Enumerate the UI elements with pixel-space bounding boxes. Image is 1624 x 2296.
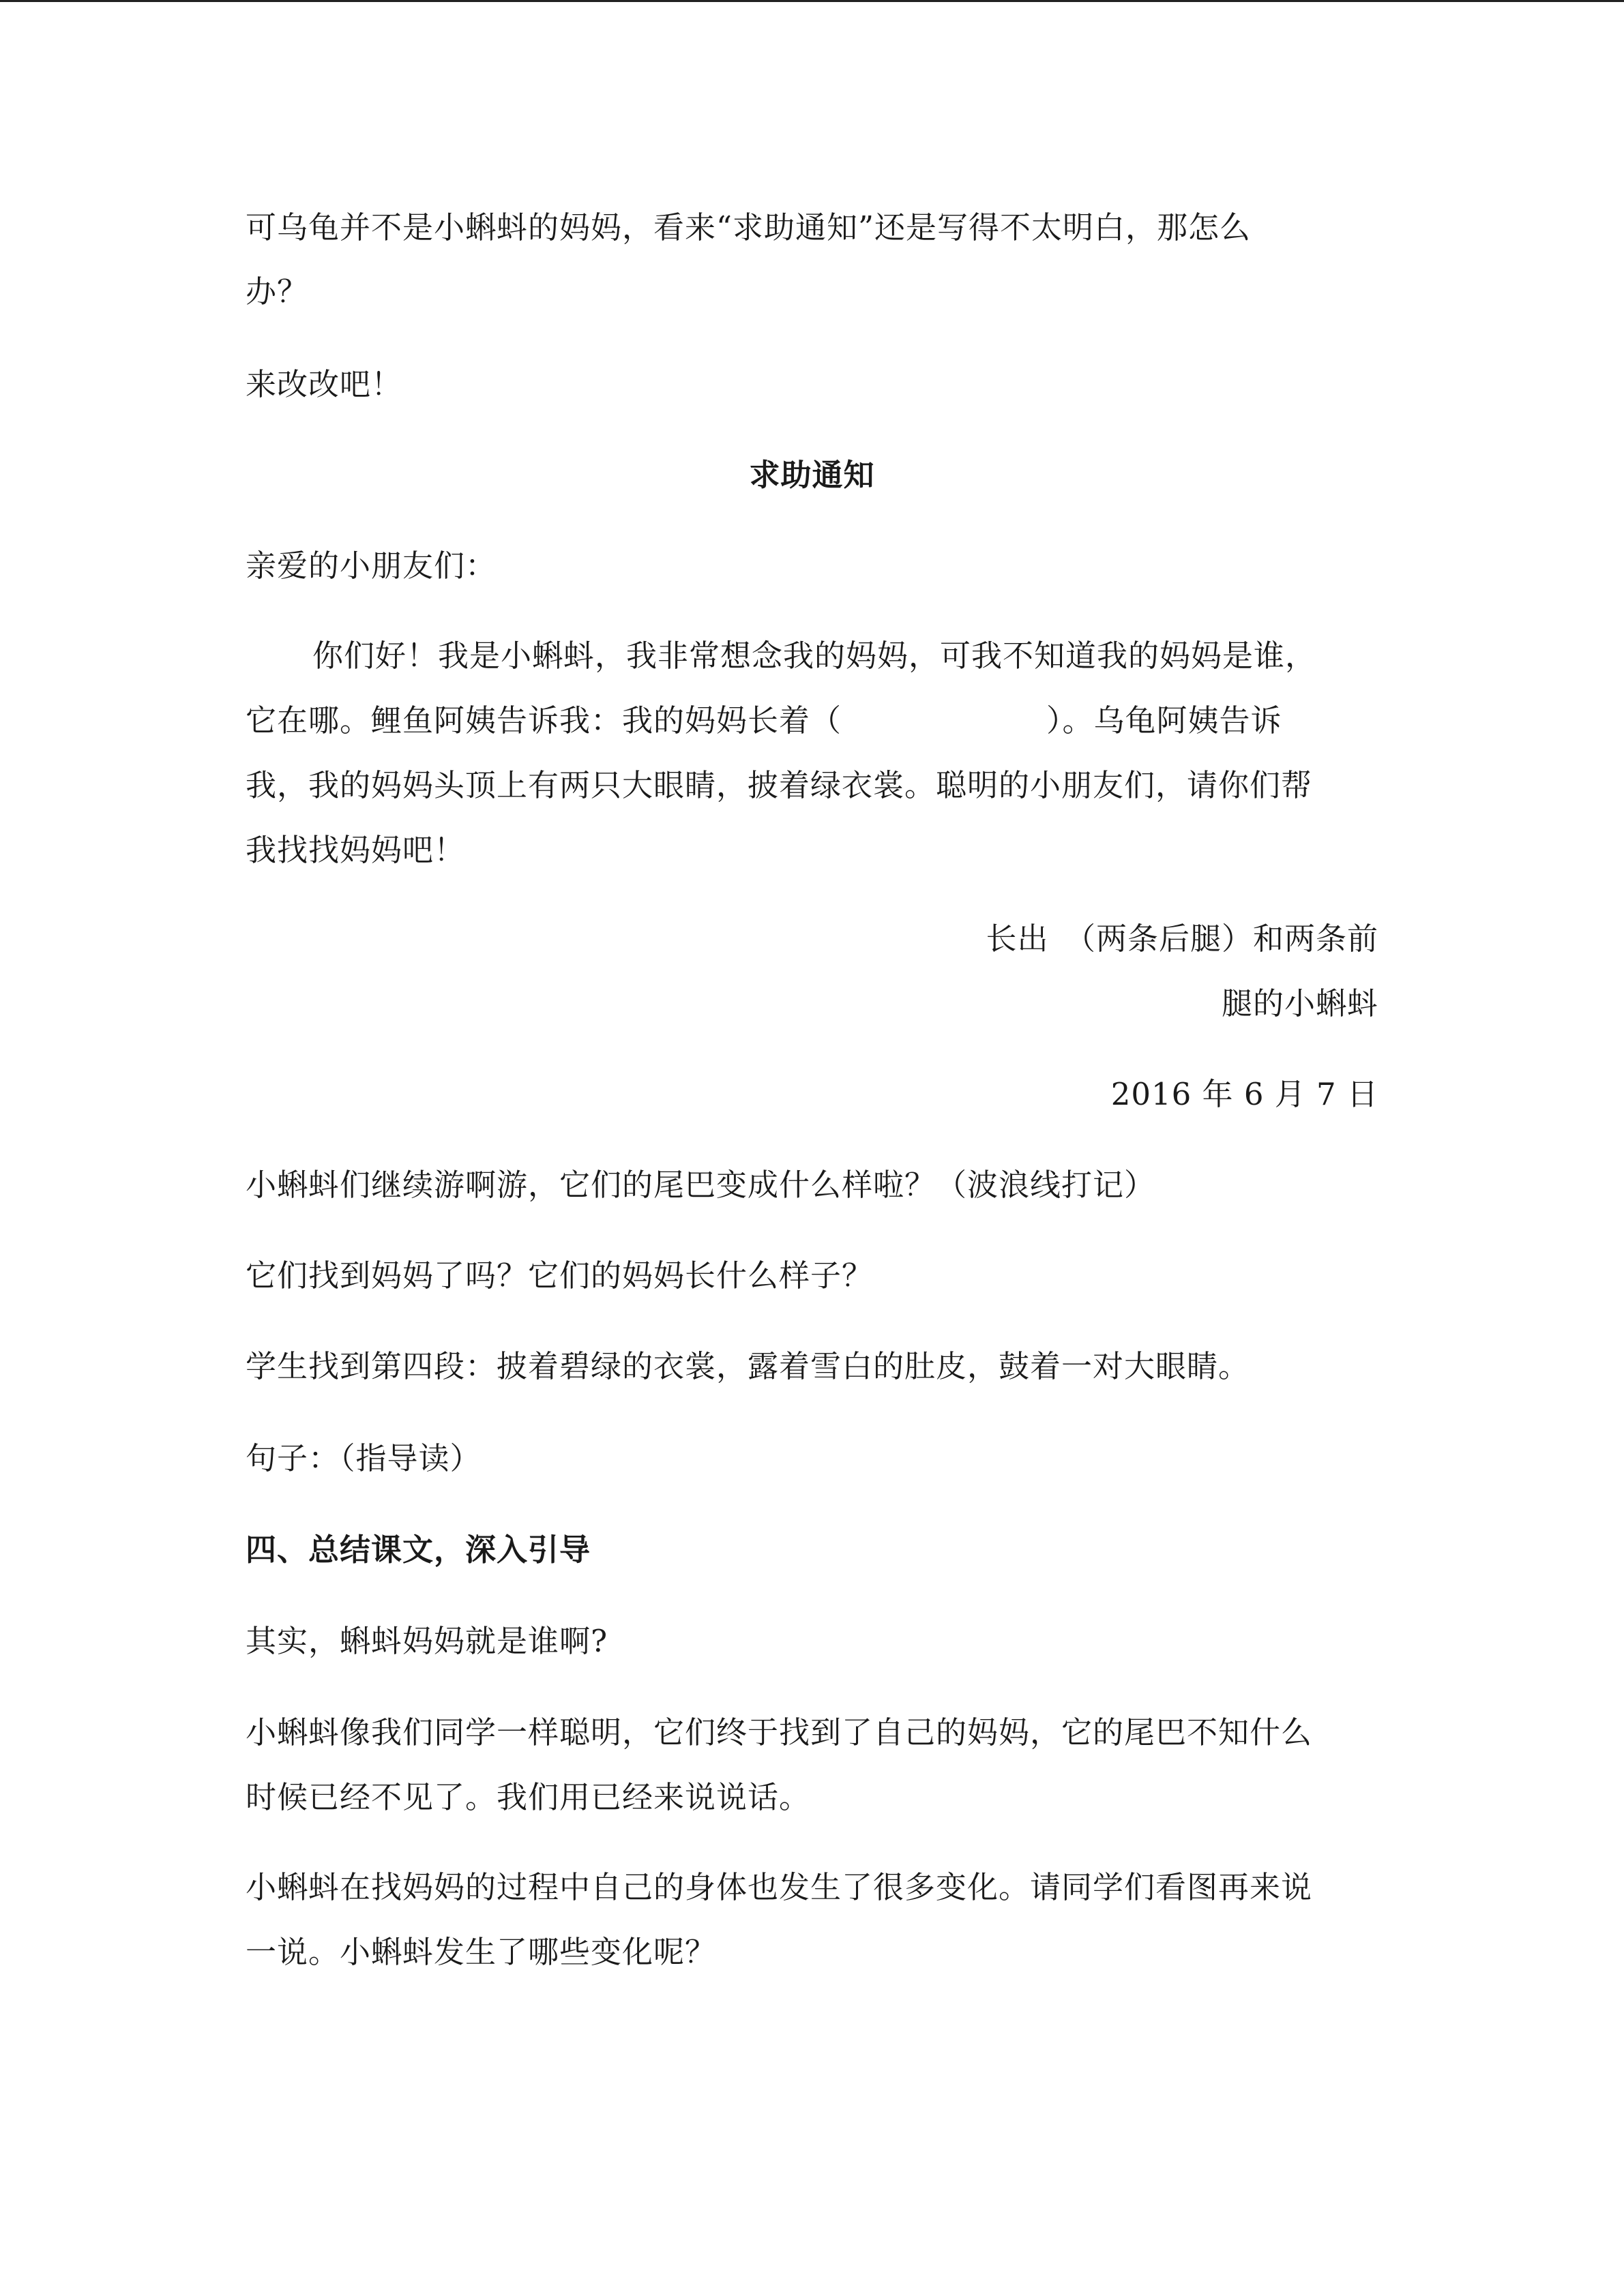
notice-title: 求助通知: [749, 457, 875, 493]
notice-greeting: 亲爱的小朋友们：: [246, 548, 497, 584]
paragraph-line: 一说。小蝌蚪发生了哪些变化呢？: [246, 1934, 717, 1970]
notice-body-line: 我找找妈妈吧！: [246, 832, 466, 868]
notice-body-text: 它在哪。鲤鱼阿姨告诉我：我的妈妈长着（: [246, 702, 842, 739]
paragraph-line: 其实，蝌蚪妈妈就是谁啊?: [246, 1623, 608, 1659]
paragraph-line: 它们找到妈妈了吗？它们的妈妈长什么样子？: [246, 1257, 874, 1294]
paragraph-line: 办？: [246, 273, 309, 310]
notice-body-line: 我，我的妈妈头顶上有两只大眼睛，披着绿衣裳。聪明的小朋友们，请你们帮: [246, 767, 1313, 803]
paragraph-line: 来改改吧！: [246, 366, 403, 402]
paragraph-line: 学生找到第四段：披着碧绿的衣裳，露着雪白的肚皮，鼓着一对大眼睛。: [246, 1348, 1250, 1384]
paragraph-line: 小蝌蚪像我们同学一样聪明，它们终于找到了自己的妈妈，它的尾巴不知什么: [246, 1714, 1313, 1750]
notice-body-line: [246, 700, 1282, 741]
notice-body-text: ）。乌龟阿姨告诉: [1046, 702, 1282, 739]
paragraph-line: 小蝌蚪在找妈妈的过程中自己的身体也发生了很多变化。请同学们看图再来说: [246, 1869, 1313, 1905]
paragraph-line: 小蝌蚪们继续游啊游，它们的尾巴变成什么样啦？（波浪线打记）: [246, 1167, 1156, 1203]
paragraph-line: 时候已经不见了。我们用已经来说说话。: [246, 1779, 811, 1815]
notice-signature: 腿的小蝌蚪: [1221, 985, 1378, 1022]
paragraph-line: 句子：（指导读）: [246, 1440, 482, 1476]
section-heading: 四、总结课文，深入引导: [246, 1532, 591, 1568]
notice-signature: 长出 （两条后腿）和两条前: [986, 921, 1378, 957]
paragraph-line: 可乌龟并不是小蝌蚪的妈妈，看来“求助通知”还是写得不太明白，那怎么: [246, 209, 1252, 245]
notice-date: 2016 年 6 月 7 日: [1110, 1076, 1378, 1112]
notice-body-line: 你们好！我是小蝌蚪，我非常想念我的妈妈，可我不知道我的妈妈是谁，: [312, 638, 1317, 674]
